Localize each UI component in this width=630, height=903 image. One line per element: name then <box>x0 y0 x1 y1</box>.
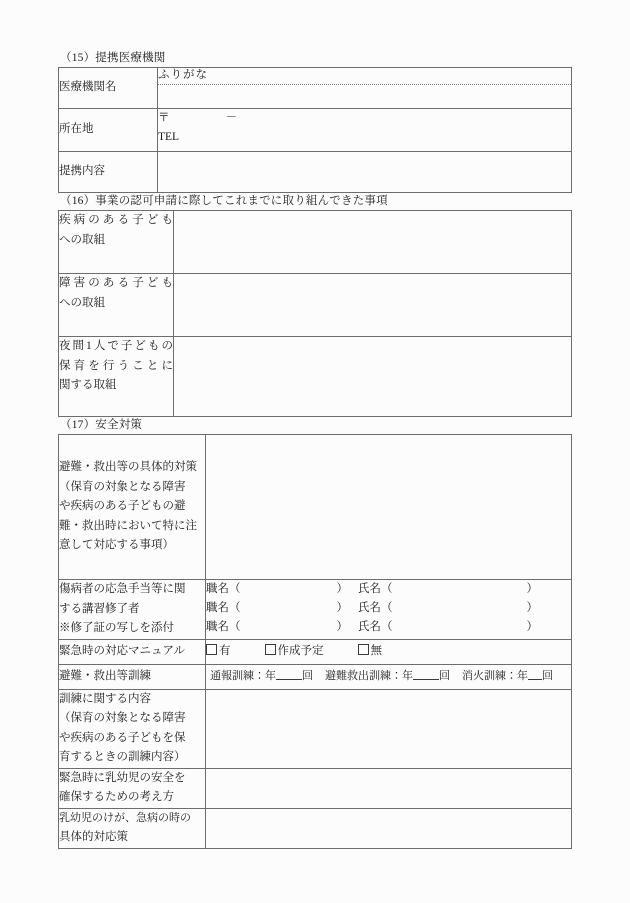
first-aid-training-label: 傷病者の応急手当等に関 する講習修了者 ※修了証の写しを添付 <box>59 580 206 640</box>
table-row <box>59 580 572 640</box>
infant-safety-policy-label: 緊急時に乳幼児の安全を 確保するための考え方 <box>59 768 206 808</box>
injury-illness-response-value[interactable] <box>206 808 572 848</box>
cooperation-content-value-cell[interactable] <box>158 152 572 193</box>
furigana-label: ふりがな <box>158 69 208 81</box>
drill-rescue-input[interactable] <box>413 668 439 680</box>
sick-children-effort-label: 疾病のある子ども への取組 <box>59 211 174 274</box>
table-row <box>59 68 572 109</box>
evacuation-measures-value[interactable] <box>206 435 572 580</box>
drill-fire-unit: 回 <box>542 669 553 682</box>
disabled-children-effort-value[interactable] <box>174 274 572 337</box>
section-16-table <box>58 210 572 417</box>
drill-rescue-label: 避難救出訓練：年 <box>325 669 413 682</box>
medical-institution-name-label: 医療機関名 <box>59 68 158 109</box>
checkbox-option-yes[interactable]: 有 <box>206 642 231 661</box>
first-aid-entry-row[interactable]: 職名（ ） 氏名（ ） <box>206 621 538 633</box>
drill-fire-input[interactable] <box>528 668 542 680</box>
drill-fire-label: 消火訓練：年 <box>462 669 528 682</box>
first-aid-entry-row[interactable]: 職名（ ） 氏名（ ） <box>206 583 538 595</box>
drill-report-unit: 回 <box>302 669 313 682</box>
sick-children-effort-value[interactable] <box>174 211 572 274</box>
section-15-heading: （15）提携医療機関 <box>60 52 166 64</box>
address-value-cell[interactable] <box>158 109 572 152</box>
drill-report-input[interactable] <box>276 668 302 680</box>
address-label: 所在地 <box>59 109 158 152</box>
table-row <box>59 274 572 337</box>
drill-content-value[interactable] <box>206 689 572 768</box>
table-row <box>59 689 572 768</box>
emergency-manual-label: 緊急時の対応マニュアル <box>59 639 206 664</box>
postal-mark-icon: 〒 <box>158 112 170 124</box>
table-row <box>59 337 572 417</box>
table-row <box>59 664 572 689</box>
table-row <box>59 211 572 274</box>
form-content <box>58 50 572 849</box>
postal-line <box>158 109 571 128</box>
drill-rescue-unit: 回 <box>439 669 450 682</box>
disabled-children-effort-label: 障害のある子ども への取組 <box>59 274 174 337</box>
medical-institution-name-value-cell[interactable] <box>158 68 572 109</box>
injury-illness-response-label: 乳幼児のけが、急病の時の 具体的対応策 <box>59 808 206 848</box>
medical-institution-name-input[interactable] <box>158 85 571 104</box>
night-solo-care-effort-value[interactable] <box>174 337 572 417</box>
section-17-table <box>58 434 572 849</box>
checkbox-icon[interactable] <box>206 644 217 655</box>
checkbox-option-planned[interactable]: 作成予定 <box>265 642 324 661</box>
first-aid-training-entries[interactable] <box>206 580 572 640</box>
table-row <box>59 639 572 664</box>
section-15-table <box>58 67 572 193</box>
night-solo-care-effort-label: 夜間1人で子どもの 保育を行うことに 関する取組 <box>59 337 174 417</box>
evacuation-measures-label: 避難・救出等の具体的対策 （保育の対象となる障害 や疾病のある子どもの避 難・救出時において特に注 意して対応する事項） <box>59 435 206 580</box>
table-row <box>59 808 572 848</box>
first-aid-entry-row[interactable]: 職名（ ） 氏名（ ） <box>206 602 538 614</box>
table-row <box>59 152 572 193</box>
tel-label: TEL <box>158 131 180 143</box>
section-16-heading: （16）事業の認可申請に際してこれまでに取り組んできた事項 <box>60 195 388 207</box>
postal-dash: － <box>225 112 237 124</box>
checkbox-icon[interactable] <box>358 644 369 655</box>
table-row <box>59 109 572 152</box>
table-row <box>59 435 572 580</box>
drill-content-label: 訓練に関する内容 （保育の対象となる障害 や疾病のある子どもを保 育するときの訓練内容） <box>59 689 206 768</box>
evacuation-drill-values[interactable] <box>206 664 572 689</box>
table-row <box>59 768 572 808</box>
section-17-heading: （17）安全対策 <box>60 419 143 431</box>
evacuation-drill-label: 避難・救出等訓練 <box>59 664 206 689</box>
cooperation-content-label: 提携内容 <box>59 152 158 193</box>
checkbox-option-no[interactable]: 無 <box>358 642 383 661</box>
infant-safety-policy-value[interactable] <box>206 768 572 808</box>
checkbox-icon[interactable] <box>265 644 276 655</box>
emergency-manual-options[interactable] <box>206 639 572 664</box>
drill-report-label: 通報訓練：年 <box>210 669 276 682</box>
